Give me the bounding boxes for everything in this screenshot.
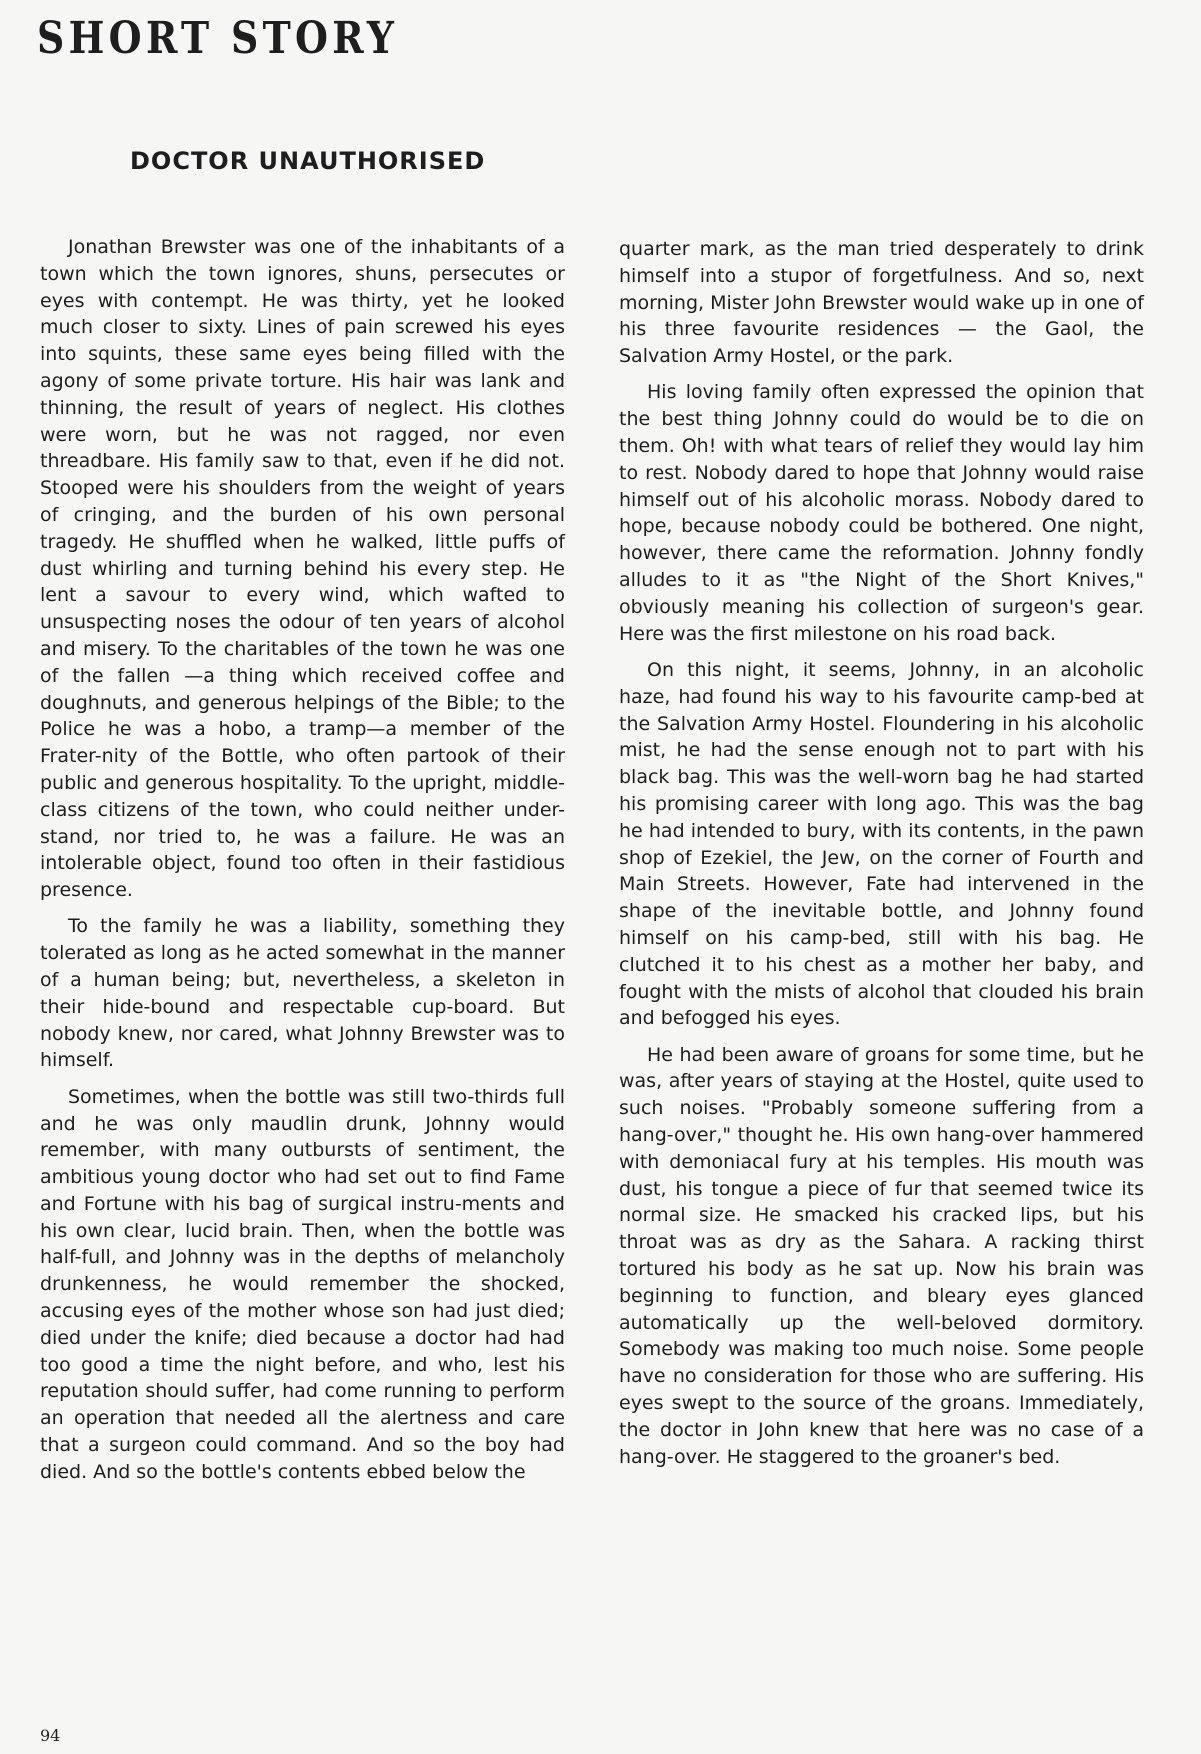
paragraph: He had been aware of groans for some time, but he was, after years of staying at the Hostel, quite used to such noises. "Probably someone suffering from a hang-over," thought he. His own hang-over hammered with demoniacal fury at his temples. His mouth was dust, his tongue a piece of fur that seemed twice its normal size. He smacked his cracked lips, but his throat was as dry as the Sahara. A racking thirst tortured his body as he sat up. Now his brain was beginning to function, and bleary eyes glanced automatically up the well-beloved dormitory. Somebody was making too much noise. Some people have no consideration for those who are suffering. His eyes swept to the source of the groans. Immediately, the doctor in John knew that here was no case of a hang-over. He staggered to the groaner's bed. [619,1043,1144,1468]
paragraph: Sometimes, when the bottle was still two-thirds full and he was only maudlin drunk, Johnny would remember, with many outbursts of sentiment, the ambitious young doctor who had set out to find Fame and Fortune with his bag of surgical instru-ments and his own clear, lucid brain. Then, when the bottle was half-full, and Johnny was in the depths of melancholy drunkenness, he would remember the shocked, accusing eyes of the mother whose son had just died; died under the knife; died because a doctor had had too good a time the night before, and who, lest his reputation should suffer, had come running to perform an operation that needed all the alertness and care that a surgeon could command. And so the boy had died. And so the bottle's contents ebbed below the [40,1085,565,1483]
story-column-left [40,234,565,1495]
story-column-right [619,236,1144,1480]
paragraph-continuation: quarter mark, as the man tried desperately to drink himself into a stupor of forgetfulness. And so, next morning, Mister John Brewster would wake up in one of his three favourite residences — the Gaol, the Salvation Army Hostel, or the park. [619,238,1144,368]
page-number: 94 [40,1726,61,1745]
story-title: DOCTOR UNAUTHORISED [130,147,486,175]
paragraph: To the family he was a liability, something they tolerated as long as he acted somewhat in the manner of a human being; but, nevertheless, a skeleton in their hide-bound and respectable cup-board. But nobody knew, nor cared, what Johnny Brewster was to himself. [40,915,565,1072]
paragraph: On this night, it seems, Johnny, in an alcoholic haze, had found his way to his favourite camp-bed at the Salvation Army Hostel. Floundering in his alcoholic mist, he had the sense enough not to part with his black bag. This was the well-worn bag he had started his promising career with long ago. This was the bag he had intended to bury, with its contents, in the pawn shop of Ezekiel, the Jew, on the corner of Fourth and Main Streets. However, Fate had intervened in the shape of the inevitable bottle, and Johnny found himself on his camp-bed, still with his bag. He clutched it to his chest as a mother her baby, and fought with the mists of alcohol that clouded his brain and befogged his eyes. [619,658,1144,1030]
section-title: SHORT STORY [37,13,399,64]
paragraph: Jonathan Brewster was one of the inhabitants of a town which the town ignores, shuns, persecutes or eyes with contempt. He was thirty, yet he looked much closer to sixty. Lines of pain screwed his eyes into squints, these same eyes being filled with the agony of some private torture. His hair was lank and thinning, the result of years of neglect. His clothes were worn, but he was not ragged, nor even threadbare. His family saw to that, even if he did not. Stooped were his shoulders from the weight of years of cringing, and the burden of his own personal tragedy. He shuffled when he walked, little puffs of dust whirling and turning behind his every step. He lent a savour to every wind, which wafted to unsuspecting noses the odour of ten years of alcohol and misery. To the charitables of the town he was one of the fallen —a thing which received coffee and doughnuts, and generous helpings of the Bible; to the Police he was a hobo, a tramp—a member of the Frater-nity of the Bottle, who often partook of their public and generous hospitality. To the upright, middle-class citizens of the town, who could neither under-stand, nor tried to, he was a failure. He was an intolerable object, found too often in their fastidious presence. [40,236,565,902]
paragraph: His loving family often expressed the opinion that the best thing Johnny could do would be to die on them. Oh! with what tears of relief they would lay him to rest. Nobody dared to hope that Johnny would raise himself out of his alcoholic morass. Nobody dared to hope, because nobody could be bothered. One night, however, there came the reformation. Johnny fondly alludes to it as "the Night of the Short Knives," obviously meaning his collection of surgeon's gear. Here was the first milestone on his road back. [619,381,1144,645]
